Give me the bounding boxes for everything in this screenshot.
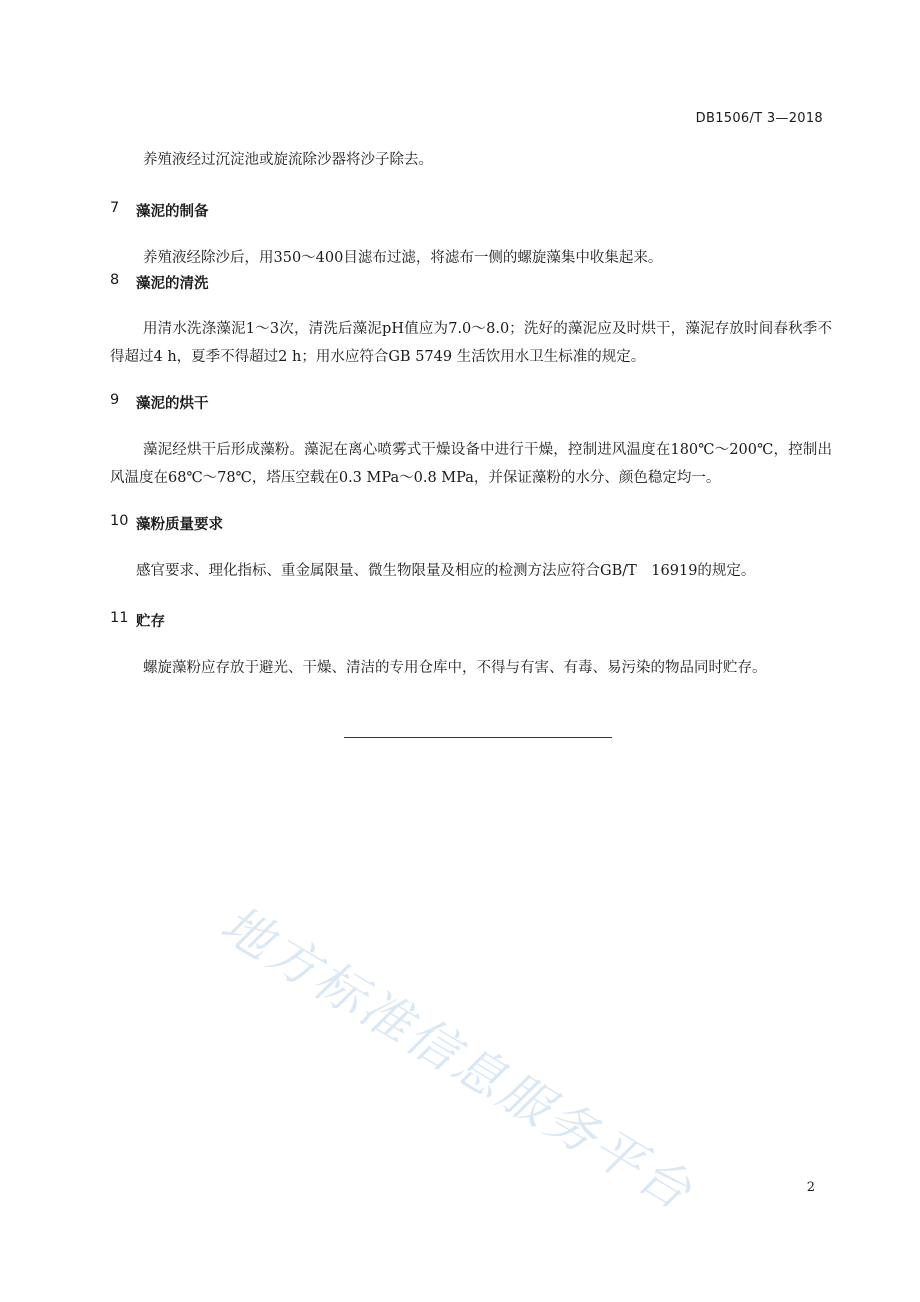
section-7-number: 7 xyxy=(110,200,120,216)
page-number: 2 xyxy=(806,1180,815,1195)
watermark-text: 地方标准信息服务平台 xyxy=(211,894,704,1223)
section-9-title: 藻泥的烘干 xyxy=(136,396,209,412)
section-11-paragraph: 螺旋藻粉应存放于避光、干燥、清洁的专用仓库中，不得与有害、有毒、易污染的物品同时贮存。 xyxy=(143,660,767,676)
section-8-number: 8 xyxy=(110,272,120,288)
section-10-number: 10 xyxy=(110,513,129,529)
end-of-document-line xyxy=(344,737,612,738)
section-9-paragraph: 藻泥经烘干后形成藻粉。藻泥在离心喷雾式干燥设备中进行干燥，控制进风温度在180℃～200℃，控制出风温度在68℃～78℃，塔压空载在0.3 MPa～0.8 MPa，并保证藻粉的水分、颜色稳定均一。 xyxy=(110,442,832,486)
section-9-heading xyxy=(110,392,209,413)
section-11-heading xyxy=(110,610,165,631)
section-8-title: 藻泥的清洗 xyxy=(136,276,209,292)
section-8-heading xyxy=(110,272,209,293)
document-code: DB1506/T 3—2018 xyxy=(695,111,823,126)
section-11-number: 11 xyxy=(110,610,129,626)
section-11-title: 贮存 xyxy=(136,614,165,630)
section-10-paragraph: 感官要求、理化指标、重金属限量、微生物限量及相应的检测方法应符合GB/T 16919的规定。 xyxy=(136,563,756,579)
section-7-paragraph: 养殖液经除沙后，用350～400目滤布过滤，将滤布一侧的螺旋藻集中收集起来。 xyxy=(143,250,663,266)
section-7-heading xyxy=(110,200,209,221)
section-7-title: 藻泥的制备 xyxy=(136,204,209,220)
intro-paragraph: 养殖液经过沉淀池或旋流除沙器将沙子除去。 xyxy=(143,152,433,168)
section-8-paragraph: 用清水洗涤藻泥1～3次，清洗后藻泥pH值应为7.0～8.0；洗好的藻泥应及时烘干，藻泥存放时间春秋季不得超过4 h，夏季不得超过2 h；用水应符合GB 5749 生活饮用水卫生标准的规定。 xyxy=(110,321,832,365)
section-10-title: 藻粉质量要求 xyxy=(136,517,223,533)
section-10-heading xyxy=(110,513,223,534)
section-9-number: 9 xyxy=(110,392,120,408)
